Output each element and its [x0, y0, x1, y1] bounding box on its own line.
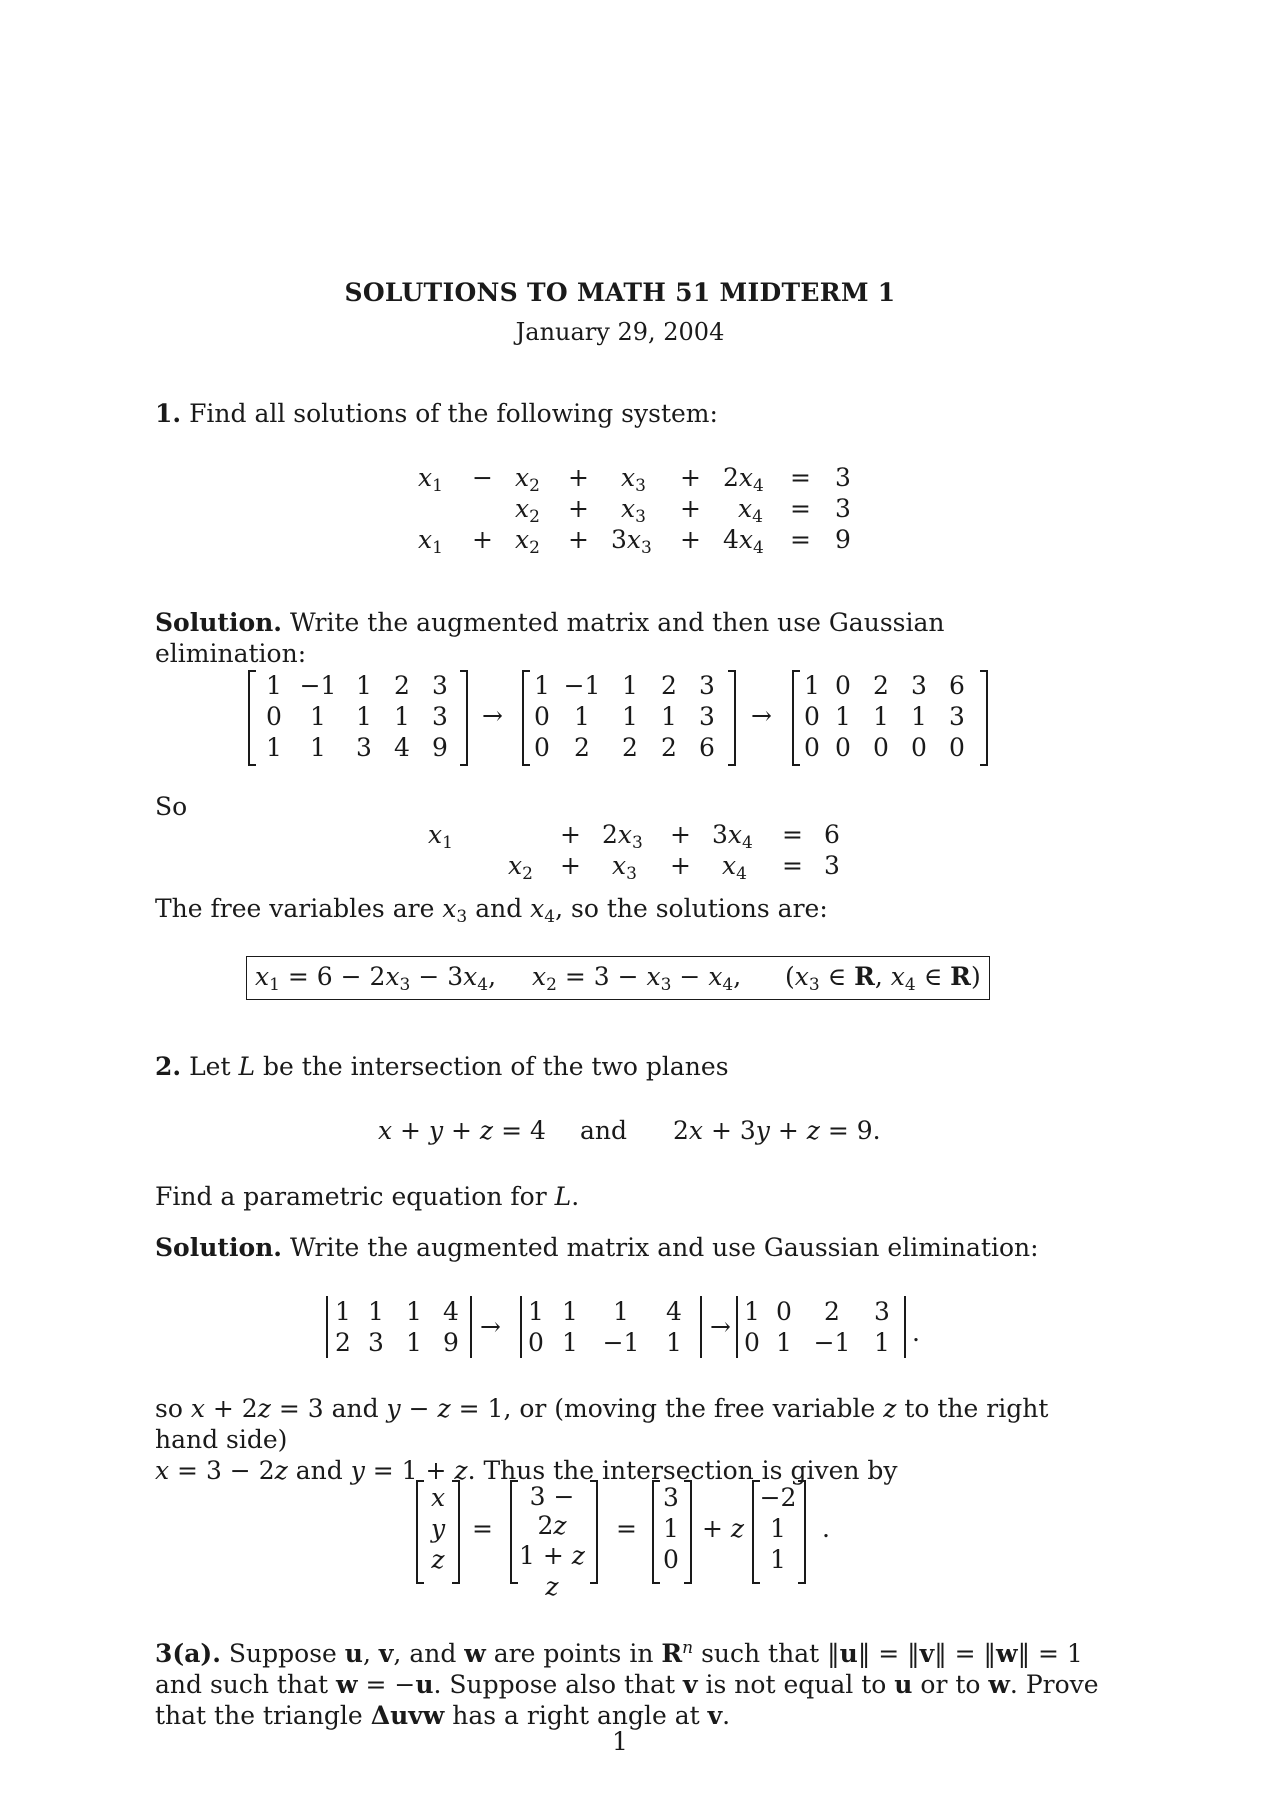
page-number: 1 — [612, 1727, 628, 1756]
document-date: January 29, 2004 — [515, 318, 725, 346]
find-parametric-text: Find a parametric equation for L. — [155, 1182, 580, 1211]
page-title: SOLUTIONS TO MATH 51 MIDTERM 1 — [344, 278, 896, 307]
problem-2-prompt: 2. Let L be the intersection of the two planes — [155, 1052, 729, 1081]
problem-2-solution-intro: Solution. Write the augmented matrix and use Gaussian elimination: — [155, 1233, 1039, 1262]
problem-1-solution-intro: Solution. Write the augmented matrix and then use Gaussian elimination: — [155, 608, 945, 668]
so-text: So — [155, 792, 188, 821]
free-variables-text: The free variables are $x_3$ and $x_4$, so the solutions are: — [155, 894, 828, 927]
problem-2-derivation: so x + 2z = 3 and y − z = 1, or (moving the free variable z to the right hand side) x = 3 − 2z and y = 1 + z. Thus the intersection is given by — [155, 1394, 1049, 1485]
problem-1-prompt: 1. Find all solutions of the following system: — [155, 399, 718, 428]
boxed-solution: $x_1 = 6 - 2x_3 - 3x_4$, $x_2 = 3 - x_3 - x_4$, ($x_3$ ∈ R, $x_4$ ∈ R) — [246, 956, 990, 1000]
problem-3a-prompt: 3(a). Suppose u, v, and w are points in $R^n$ such that ‖u‖ = ‖v‖ = ‖w‖ = 1 and such that w = −u. Suppose also that v is not equal to u or to w. Prove that the triangle Δuvw has a right angle at v. — [155, 1638, 1099, 1730]
